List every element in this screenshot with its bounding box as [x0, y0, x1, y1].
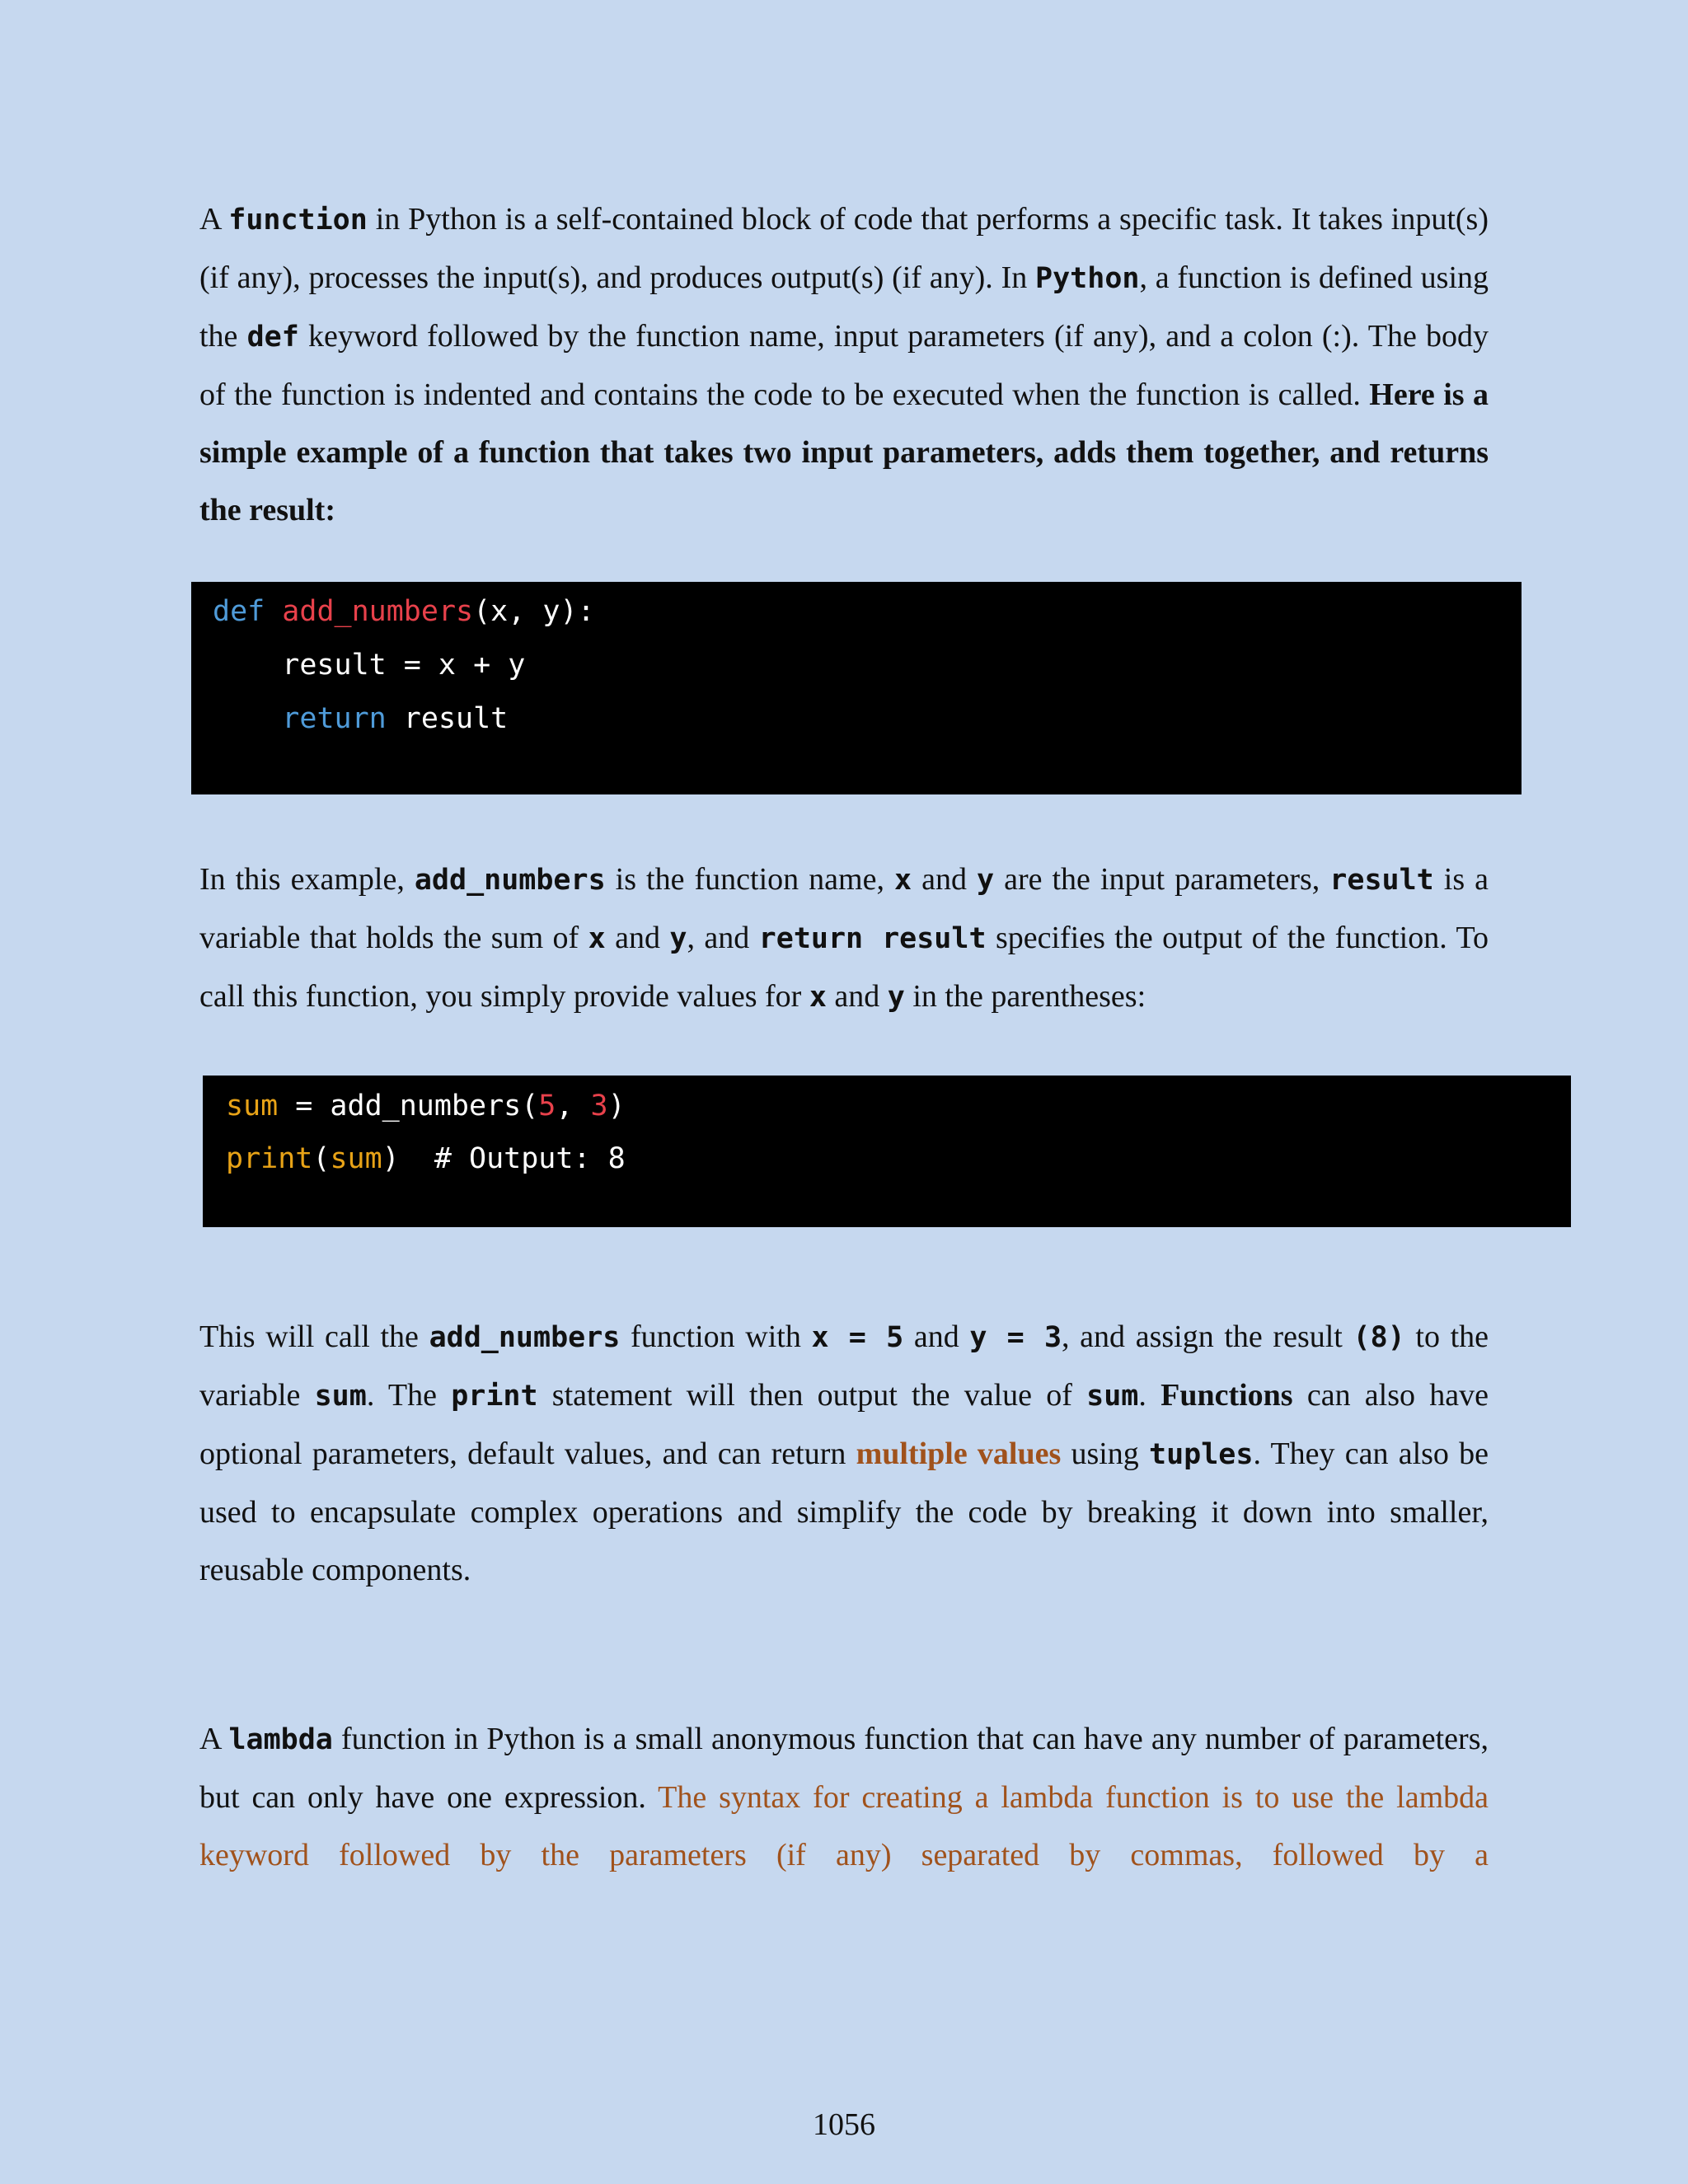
- text: , and: [687, 921, 759, 955]
- code-space: [265, 595, 282, 628]
- code-term: sum: [314, 1380, 367, 1413]
- text: .: [1138, 1378, 1161, 1413]
- text: are the input parameters,: [994, 862, 1330, 897]
- text: to the variable: [199, 1319, 1489, 1413]
- text: can also have optional parameters, default values, and can return: [199, 1378, 1489, 1471]
- text: and: [903, 1319, 970, 1354]
- code-term: add_numbers: [429, 1321, 621, 1354]
- code-block-call-example: [203, 1076, 1571, 1227]
- text: function with: [620, 1319, 812, 1354]
- code-term: y: [669, 922, 687, 955]
- text: function in Python is a small anonymous function that can have any number of parameters, but can only have one expression.: [199, 1722, 1489, 1815]
- keyword-def: def: [213, 595, 265, 628]
- text: . They can also be used to encapsulate complex operations and simplify the code by breaking it down into smaller, reusable components.: [199, 1436, 1489, 1587]
- bold-sentence: Here is a simple example of a function that takes two input parameters, adds them together, and returns the result:: [199, 377, 1489, 527]
- paragraph-call-explanation: [199, 1308, 1489, 1599]
- code-term-python: Python: [1035, 262, 1140, 295]
- code-params: (x, y):: [473, 595, 595, 628]
- code-block-add-numbers: [191, 582, 1522, 794]
- paragraph-lambda-intro: [199, 1710, 1489, 1884]
- number-literal: 5: [538, 1090, 556, 1122]
- highlighted-sentence: The syntax for creating a lambda function is to use the lambda keyword followed by the parameters (if any) separated by commas, followed by a: [199, 1780, 1489, 1872]
- code-paren: ): [607, 1090, 626, 1122]
- text: and: [912, 862, 977, 897]
- text: This will call the: [199, 1319, 429, 1354]
- code-term: y = 3: [969, 1321, 1062, 1354]
- text: is the function name,: [605, 862, 894, 897]
- text: In this example,: [199, 862, 415, 897]
- code-term: tuples: [1149, 1438, 1254, 1471]
- code-term-def: def: [246, 321, 299, 354]
- code-return-value: result: [386, 702, 509, 735]
- code-term: y: [887, 981, 905, 1014]
- code-line-2: [226, 1142, 626, 1175]
- code-comma: ,: [556, 1090, 591, 1122]
- code-comment: ) # Output: 8: [382, 1142, 626, 1175]
- paragraph-function-intro: [199, 190, 1489, 539]
- bold-term: Functions: [1160, 1378, 1293, 1413]
- code-term: sum: [1086, 1380, 1139, 1413]
- text: is a variable that holds the sum of: [199, 862, 1489, 955]
- code-term: x: [809, 981, 827, 1014]
- text: and: [826, 979, 888, 1014]
- text: in Python is a self-contained block of code that performs a specific task. It takes input(s) (if any), processes the input(s), and produces output(s) (if any). In: [199, 202, 1489, 295]
- code-term: add_numbers: [414, 864, 606, 897]
- code-line-3: [213, 702, 508, 735]
- text: . The: [366, 1378, 452, 1413]
- code-term-lambda: lambda: [228, 1723, 333, 1756]
- number-literal: 3: [590, 1090, 608, 1122]
- builtin-print: print: [226, 1142, 313, 1175]
- code-line-1: [213, 595, 595, 628]
- paragraph-example-explanation: [199, 851, 1489, 1026]
- code-term: (8): [1353, 1321, 1405, 1354]
- keyword-return: return: [282, 702, 387, 735]
- highlighted-term: multiple values: [856, 1436, 1062, 1471]
- code-term: x = 5: [811, 1321, 904, 1354]
- text: A: [199, 1722, 229, 1756]
- text: statement will then output the value of: [537, 1378, 1087, 1413]
- text: , and assign the result: [1062, 1319, 1353, 1354]
- text: using: [1061, 1436, 1150, 1471]
- code-term: y: [976, 864, 995, 897]
- code-term: x: [893, 864, 912, 897]
- code-call: = add_numbers(: [278, 1090, 539, 1122]
- text: in the parentheses:: [904, 979, 1146, 1014]
- text: keyword followed by the function name, input parameters (if any), and a colon (:). The body of the function is indented and contains the code to be executed when the function is called.: [199, 319, 1489, 412]
- text: , a function is defined using the: [199, 260, 1489, 354]
- code-term: x: [588, 922, 606, 955]
- variable-sum: sum: [330, 1142, 382, 1175]
- function-name: add_numbers: [282, 595, 474, 628]
- code-term: print: [451, 1380, 538, 1413]
- text: specifies the output of the function. To call this function, you simply provide values for: [199, 921, 1489, 1014]
- code-term-function: function: [228, 204, 368, 237]
- code-term: result: [1329, 864, 1434, 897]
- text: A: [199, 202, 229, 237]
- code-line-1: [226, 1090, 626, 1122]
- variable-sum: sum: [226, 1090, 279, 1122]
- code-paren: (: [312, 1142, 331, 1175]
- code-indent: [213, 702, 282, 735]
- page-number: 1056: [813, 2107, 875, 2142]
- code-line-2: result = x + y: [213, 649, 526, 682]
- text: and: [605, 921, 670, 955]
- code-term: return result: [758, 922, 987, 955]
